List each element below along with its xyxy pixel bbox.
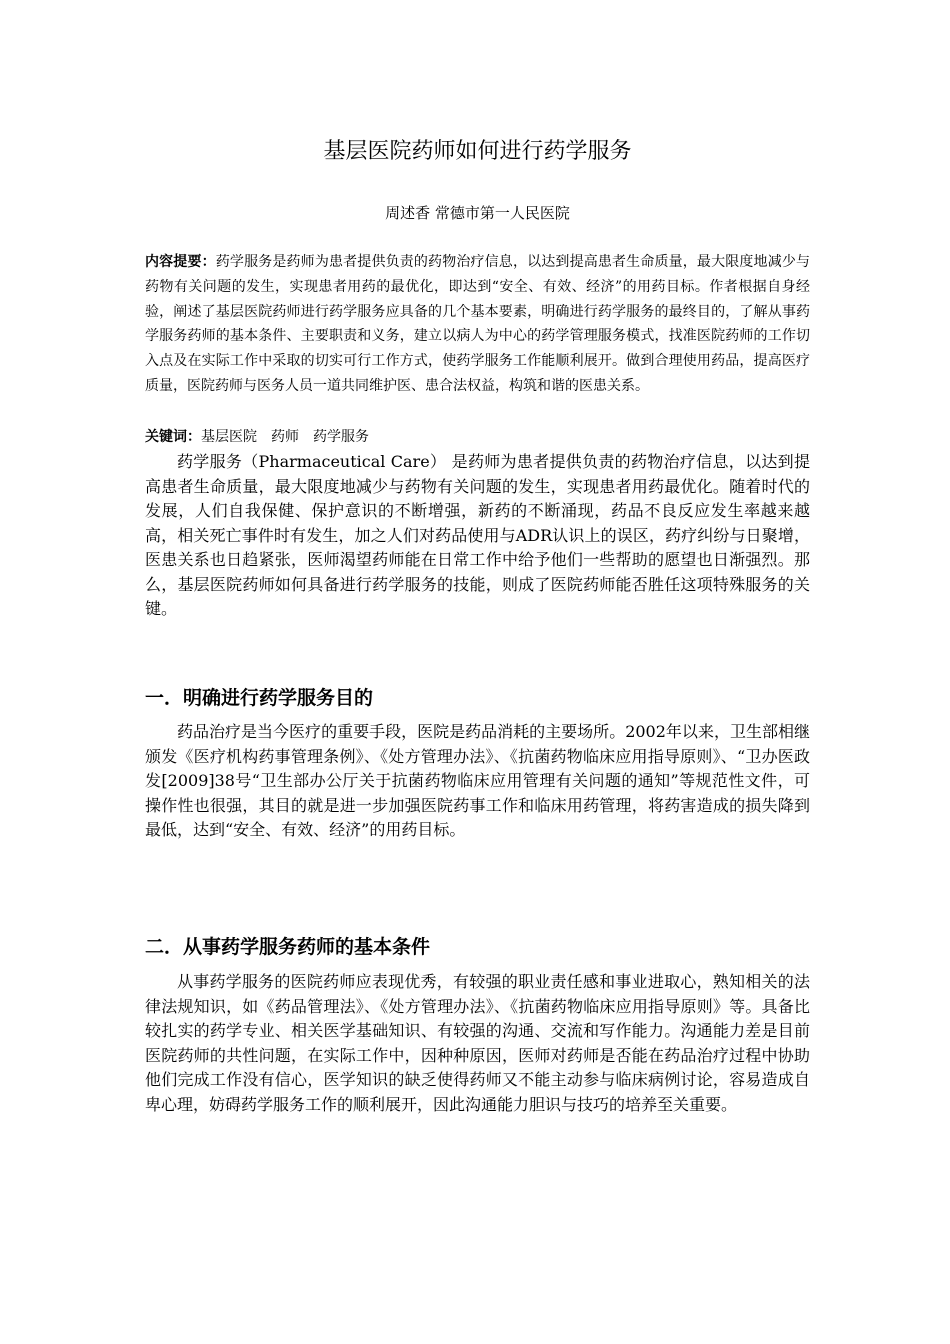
intro-paragraph: 药学服务（Pharmaceutical Care） 是药师为患者提供负责的药物治疗信息，以达到提高患者生命质量，最大限度地减少与药物有关问题的发生，实现患者用药最优化。随着时代的发展，人们自我保健、保护意识的不断增强，新药的不断涌现，药品不良反应发生率越来越高，相关死亡事件时有发生，加之人们对药品使用与ADR认识上的误区，药疗纠纷与日聚增，医患关系也日趋紧张，医师渴望药师能在日常工作中给予他们一些帮助的愿望也日渐强烈。那么，基层医院药师如何具备进行药学服务的技能，则成了医院药师能否胜任这项特殊服务的关键。 xyxy=(145,452,810,618)
abstract-label: 内容提要： xyxy=(145,254,216,270)
author-affiliation: 周述香 常德市第一人民医院 xyxy=(385,204,570,222)
section-paragraph: 药品治疗是当今医疗的重要手段，医院是药品消耗的主要场所。2002年以来，卫生部相继颁发《医疗机构药事管理条例》、《处方管理办法》、《抗菌药物临床应用指导原则》、“卫办医政发[2009]38号“卫生部办公厅关于抗菌药物临床应用管理有关问题的通知”等规范性文件，可操作性也很强，其目的就是进一步加强医院药事工作和临床用药管理，将药害造成的损失降到最低，达到“安全、有效、经济”的用药目标。 xyxy=(145,722,810,839)
section-paragraph: 从事药学服务的医院药师应表现优秀，有较强的职业责任感和事业进取心，熟知相关的法律法规知识，如《药品管理法》、《处方管理办法》、《抗菌药物临床应用指导原则》等。具备比较扎实的药学专业、相关医学基础知识、有较强的沟通、交流和写作能力。沟通能力差是目前医院药师的共性问题，在实际工作中，因种种原因，医师对药师是否能在药品治疗过程中协助他们完成工作没有信心，医学知识的缺乏使得药师又不能主动参与临床病例讨论，容易造成自卑心理，妨碍药学服务工作的顺利展开，因此沟通能力胆识与技巧的培养至关重要。 xyxy=(145,972,810,1114)
keyword-item: 基层医院 xyxy=(201,429,257,445)
keywords xyxy=(145,425,810,449)
section-heading: 二．从事药学服务药师的基本条件 xyxy=(145,936,431,958)
section-heading: 一．明确进行药学服务目的 xyxy=(145,687,374,709)
keyword-item: 药师 xyxy=(271,429,299,445)
keywords-label: 关键词： xyxy=(145,429,201,445)
abstract xyxy=(145,250,810,399)
document-title: 基层医院药师如何进行药学服务 xyxy=(323,139,632,164)
keyword-item: 药学服务 xyxy=(313,429,369,445)
abstract-text: 药学服务是药师为患者提供负责的药物治疗信息，以达到提高患者生命质量，最大限度地减少与药物有关问题的发生，实现患者用药的最优化，即达到“安全、有效、经济”的用药目标。作者根据自身经验，阐述了基层医院药师进行药学服务应具备的几个基本要素，明确进行药学服务的最终目的，了解从事药学服务药师的基本条件、主要职责和义务，建立以病人为中心的药学管理服务模式，找准医院药师的工作切入点及在实际工作中采取的切实可行工作方式，使药学服务工作能顺利展开。做到合理使用药品，提高医疗质量，医院药师与医务人员一道共同维护医、患合法权益，构筑和谐的医患关系。 xyxy=(145,254,811,394)
